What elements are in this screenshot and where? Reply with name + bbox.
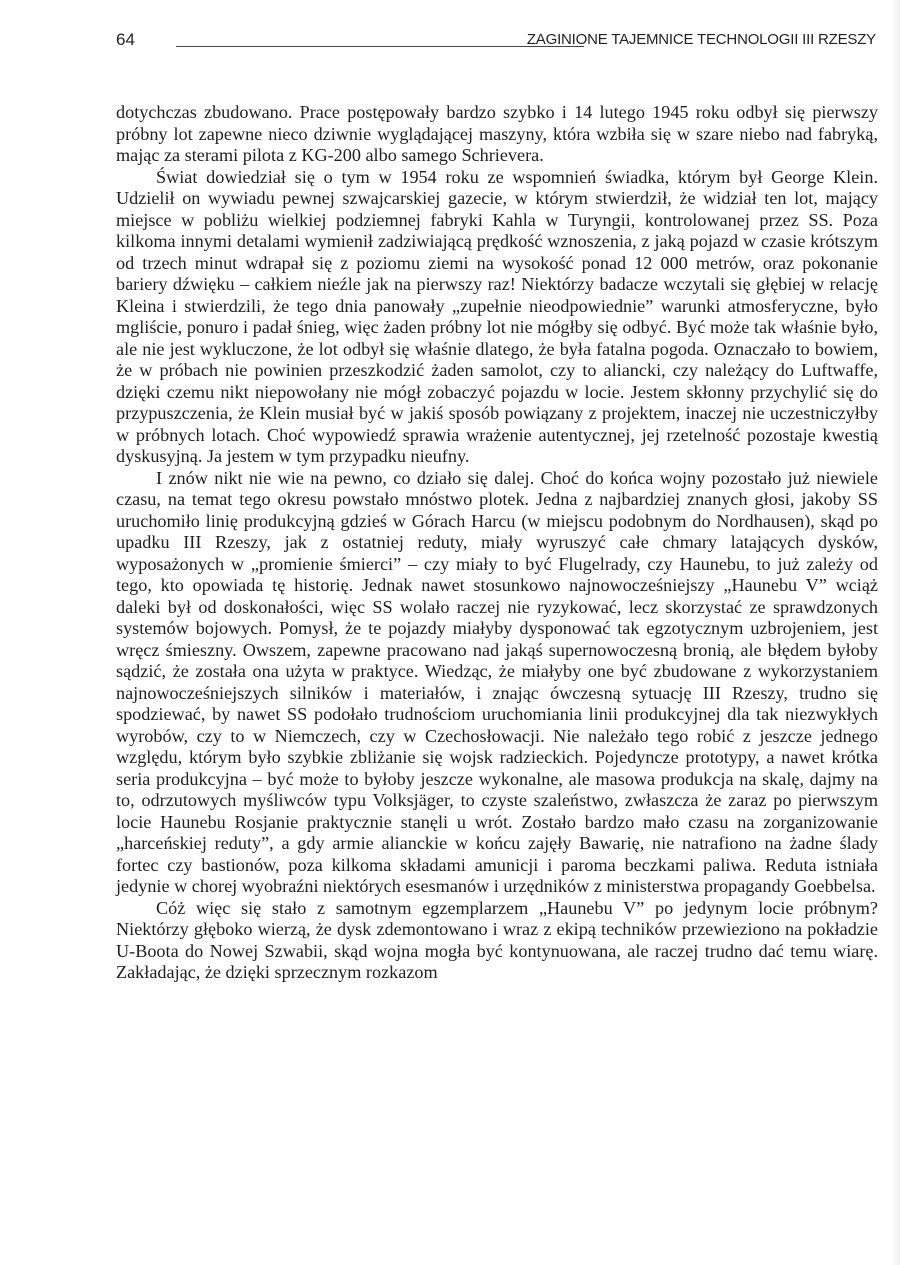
header-rule (176, 46, 584, 47)
body-text (116, 102, 878, 984)
paragraph: I znów nikt nie wie na pewno, co działo się dalej. Choć do końca wojny pozostało już niewiele czasu, na temat tego okresu powstało mnóstwo plotek. Jedna z najbardziej znanych głosi, jakoby SS uruchomiło linię produkcyjną gdzieś w Górach Harcu (w miejscu podobnym do Nordhausen), skąd po upadku III Rzeszy, jak z ostatniej reduty, miały wyruszyć całe chmary latających dysków, wyposażonych w „promienie śmierci” – czy miały to być Flugelrady, czy Haunebu, to już zależy od tego, kto opowiada tę historię. Jednak nawet stosunkowo najnowocześniejszy „Haunebu V” wciąż daleki był od doskonałości, więc SS wolało raczej nie ryzykować, lecz skorzystać ze sprawdzonych systemów bojowych. Pomysł, że te pojazdy miałyby dysponować tak egzotycznym uzbrojeniem, jest wręcz śmieszny. Owszem, zapewne pracowano nad jakąś supernowoczesną bronią, ale błędem byłoby sądzić, że została ona użyta w praktyce. Wiedząc, że miałyby one być zbudowane z wykorzystaniem najnowocześniejszych silników i materiałów, i znając ówczesną sytuację III Rzeszy, trudno się spodziewać, by nawet SS podołało trudnościom uruchomiania linii produkcyjnej dla tak niezwykłych wyrobów, czy to w Niemczech, czy w Czechosłowacji. Nie należało tego robić z jeszcze jednego względu, którym było szybkie zbliżanie się wojsk radzieckich. Pojedyncze prototypy, a nawet krótka seria produkcyjna – być może to byłoby jeszcze wykonalne, ale masowa produkcja na skalę, dajmy na to, odrzutowych myśliwców typu Volksjäger, to czyste szaleństwo, zwłaszcza że zaraz po pierwszym locie Haunebu Rosjanie praktycznie stanęli u wrót. Zostało bardzo mało czasu na zorganizowanie „harceńskiej reduty”, a gdy armie alianckie w końcu zajęły Bawarię, nie natrafiono na żadne ślady fortec czy bastionów, poza kilkoma składami amunicji i paroma beczkami paliwa. Reduta istniała jedynie w chorej wyobraźni niektórych esesmanów i urzędników z ministerstwa propagandy Goebbelsa. (116, 467, 878, 896)
page-number: 64 (116, 30, 135, 49)
paragraph: Świat dowiedział się o tym w 1954 roku ze wspomnień świadka, którym był George Klein. Udzielił on wywiadu pewnej szwajcarskiej gazecie, w którym stwierdził, że widział ten lot, mający miejsce w pobliżu wielkiej podziemnej fabryki Kahla w Turyngii, kontrolowanej przez SS. Poza kilkoma innymi detalami wymienił zadziwiającą prędkość wznoszenia, z jaką pojazd w czasie krótszym od trzech minut wdrapał się z poziomu ziemi na wysokość ponad 12 000 metrów, oraz pokonanie bariery dźwięku – całkiem nieźle jak na pierwszy raz! Niektórzy badacze wczytali się głębiej w relację Kleina i stwierdzili, że tego dnia panowały „zupełnie nieodpowiednie” warunki atmosferyczne, było mgliście, ponuro i padał śnieg, więc żaden próbny lot nie mógłby się odbyć. Być może tak właśnie było, ale nie jest wykluczone, że lot odbył się właśnie dlatego, że była fatalna pogoda. Oznaczało to bowiem, że w próbach nie powinien przeszkodzić żaden samolot, czy to aliancki, czy należący do Luftwaffe, dzięki czemu nikt niepowołany nie mógł zobaczyć pojazdu w locie. Jestem skłonny przychylić się do przypuszczenia, że Klein musiał być w jakiś sposób powiązany z projektem, inaczej nie uczestniczyłby w próbnych lotach. Choć wypowiedź sprawia wrażenie autentycznej, jej rzetelność pozostaje kwestią dyskusyjną. Ja jestem w tym przypadku nieufny. (116, 166, 878, 466)
page-edge-shadow (890, 0, 900, 1265)
page-header (116, 30, 876, 60)
paragraph-continued: dotychczas zbudowano. Prace postępowały bardzo szybko i 14 lutego 1945 roku odbył się pierwszy próbny lot zapewne nieco dziwnie wyglądającej maszyny, która wzbiła się w szare niebo nad fabryką, mając za sterami pilota z KG-200 albo samego Schrievera. (116, 102, 878, 165)
paragraph: Cóż więc się stało z samotnym egzemplarzem „Haunebu V” po jedynym locie próbnym? Niektórzy głęboko wierzą, że dysk zdemontowano i wraz z ekipą techników przewieziono na pokładzie U-Boota do Nowej Szwabii, skąd wojna mogła być kontynuowana, ale raczej trudno dać temu wiarę. Zakładając, że dzięki sprzecznym rozkazom (116, 897, 878, 982)
running-title: ZAGINIONE TAJEMNICE TECHNOLOGII III RZESZY (526, 31, 876, 48)
